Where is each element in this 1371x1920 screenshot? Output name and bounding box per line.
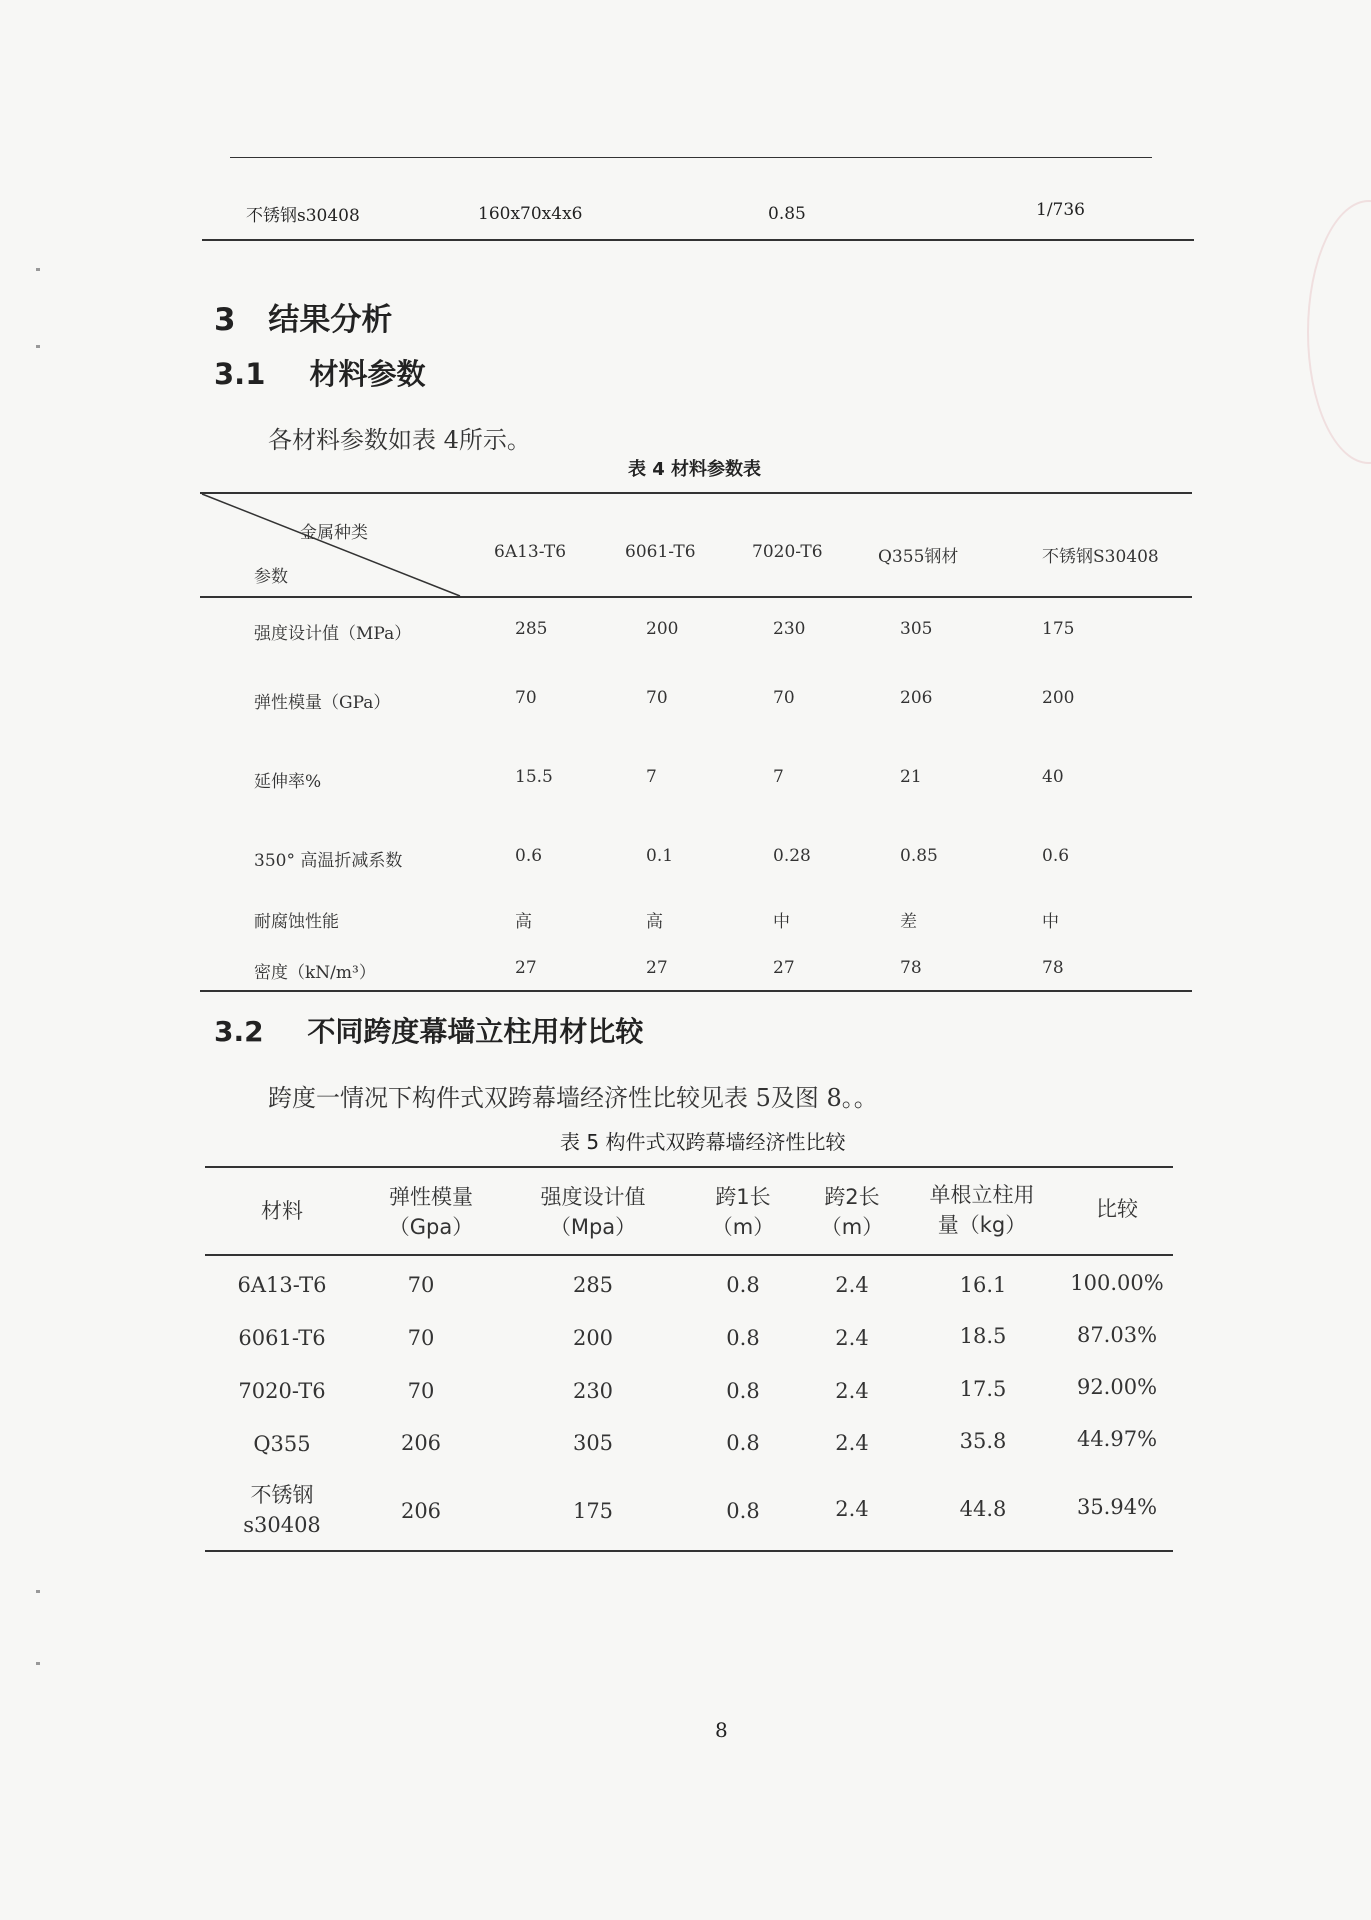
table-cell: 92.00% <box>1076 1375 1158 1399</box>
table-cell: 0.8 <box>726 1273 760 1297</box>
table-cell: 0.8 <box>726 1431 760 1455</box>
table-cell: 27 <box>646 958 668 978</box>
table-cell: 78 <box>900 958 922 978</box>
table-top-rule <box>230 157 1152 158</box>
table-cell: 7 <box>646 767 657 787</box>
row-material: 7020-T6 <box>238 1379 326 1403</box>
table-cell: 2.4 <box>835 1431 869 1455</box>
table-cell: 0.6 <box>515 846 543 866</box>
table-cell: 70 <box>407 1273 435 1297</box>
corner-column-label: 金属种类 <box>300 523 368 543</box>
table-cell: 15.5 <box>515 767 553 787</box>
table-cell: 7 <box>773 767 784 787</box>
column-header: 6061-T6 <box>625 542 696 562</box>
paragraph: 跨度一情况下构件式双跨幕墙经济性比较见表 5及图 8。。 <box>268 1084 878 1112</box>
table-cell: 175 <box>1042 619 1075 639</box>
table-cell: 87.03% <box>1076 1323 1158 1347</box>
column-header: 不锈钢S30408 <box>1042 547 1159 567</box>
subsection-heading <box>214 352 426 393</box>
table-cell: 285 <box>515 619 548 639</box>
section-title: 结果分析 <box>268 302 393 338</box>
table-cell: 44.97% <box>1076 1427 1158 1451</box>
table-cell: 0.8 <box>726 1499 760 1523</box>
table-cell: 35.94% <box>1076 1495 1158 1519</box>
table-cell: 305 <box>572 1431 614 1455</box>
column-header: 材料 <box>261 1199 303 1223</box>
table-cell: 16.1 <box>959 1273 1007 1297</box>
column-header: 单根立柱用 量（kg） <box>929 1183 1035 1237</box>
table-cell: 0.85 <box>900 846 938 866</box>
table-cell: 285 <box>572 1273 614 1297</box>
scan-speck <box>36 345 40 348</box>
column-header: 强度设计值 （Mpa） <box>540 1185 646 1239</box>
row-material: 6A13-T6 <box>237 1273 327 1297</box>
table-cell: 2.4 <box>835 1497 869 1521</box>
table-cell: 2.4 <box>835 1379 869 1403</box>
column-header: 7020-T6 <box>752 542 823 562</box>
table-cell: 0.28 <box>773 846 811 866</box>
column-header: Q355钢材 <box>878 547 959 567</box>
table-cell: 230 <box>773 619 806 639</box>
column-header: 弹性模量 （Gpa） <box>388 1185 474 1239</box>
table-cell: 2.4 <box>835 1273 869 1297</box>
header-rule <box>200 596 1192 598</box>
table-cell: 200 <box>646 619 679 639</box>
table-cell: 200 <box>572 1326 614 1350</box>
subsection-title: 材料参数 <box>309 357 426 391</box>
table-cell: 206 <box>400 1499 442 1523</box>
table-cell: 40 <box>1042 767 1064 787</box>
column-header: 6A13-T6 <box>494 542 567 562</box>
table-cell: 中 <box>773 912 790 932</box>
table-cell: 高 <box>515 912 532 932</box>
table-caption: 表 4 材料参数表 <box>628 459 762 480</box>
table-cell: 中 <box>1042 912 1059 932</box>
row-label: 强度设计值（MPa） <box>254 624 412 644</box>
table-cell: 27 <box>773 958 795 978</box>
corner-row-label: 参数 <box>254 567 288 587</box>
table-cell: 高 <box>646 912 663 932</box>
table-cell: 44.8 <box>959 1497 1007 1521</box>
row-label: 延伸率% <box>254 772 322 792</box>
table-bottom-rule <box>200 990 1192 992</box>
table-bottom-rule <box>202 239 1194 241</box>
table-cell: 78 <box>1042 958 1064 978</box>
paragraph: 各材料参数如表 4所示。 <box>268 426 531 454</box>
column-header: 跨2长 （m） <box>820 1185 884 1239</box>
row-label: 耐腐蚀性能 <box>254 912 339 932</box>
table-bottom-rule <box>205 1550 1173 1552</box>
table-cell: 70 <box>407 1379 435 1403</box>
row-material: 不锈钢 s30408 <box>243 1483 321 1537</box>
column-header: 比较 <box>1096 1197 1138 1221</box>
section-number: 3 <box>214 302 236 338</box>
scan-speck <box>36 268 40 271</box>
table-cell: 70 <box>407 1326 435 1350</box>
table-cell: 70 <box>515 688 537 708</box>
diagonal-header-line <box>200 492 462 598</box>
table-cell: 206 <box>400 1431 442 1455</box>
table-cell: 305 <box>900 619 933 639</box>
continuation-section: 160x70x4x6 <box>478 204 583 224</box>
table-caption: 表 5 构件式双跨幕墙经济性比较 <box>560 1130 846 1154</box>
row-material: 6061-T6 <box>238 1326 326 1350</box>
table-cell: 175 <box>572 1499 614 1523</box>
table-top-rule <box>205 1166 1173 1168</box>
table-cell: 35.8 <box>959 1429 1007 1453</box>
table-cell: 27 <box>515 958 537 978</box>
row-label: 350° 高温折减系数 <box>254 851 403 871</box>
subsection-number: 3.1 <box>214 357 266 391</box>
row-material: Q355 <box>253 1432 311 1456</box>
table-cell: 17.5 <box>959 1377 1007 1401</box>
scan-speck <box>36 1590 40 1593</box>
table-cell: 200 <box>1042 688 1075 708</box>
table-cell: 70 <box>773 688 795 708</box>
table-cell: 206 <box>900 688 933 708</box>
section-heading <box>214 294 392 339</box>
row-label: 弹性模量（GPa） <box>254 693 391 713</box>
table-cell: 0.8 <box>726 1379 760 1403</box>
table-cell: 差 <box>900 912 917 932</box>
table-cell: 70 <box>646 688 668 708</box>
scan-speck <box>36 1662 40 1665</box>
subsection-heading <box>214 1010 643 1050</box>
table-cell: 2.4 <box>835 1326 869 1350</box>
table-cell: 21 <box>900 767 922 787</box>
continuation-deflection: 1/736 <box>1036 200 1085 220</box>
table-cell: 0.1 <box>646 846 674 866</box>
continuation-material: 不锈钢s30408 <box>246 206 360 226</box>
page-number: 8 <box>715 1718 728 1742</box>
stamp-mark <box>1307 200 1371 464</box>
table-cell: 0.8 <box>726 1326 760 1350</box>
column-header: 跨1长 （m） <box>711 1185 775 1239</box>
table-cell: 0.6 <box>1042 846 1070 866</box>
row-label: 密度（kN/m³） <box>254 963 376 983</box>
table-cell: 18.5 <box>959 1324 1007 1348</box>
subsection-number: 3.2 <box>214 1015 264 1048</box>
table-cell: 230 <box>572 1379 614 1403</box>
header-rule <box>205 1254 1173 1256</box>
continuation-ratio: 0.85 <box>768 204 806 224</box>
subsection-title: 不同跨度幕墙立柱用材比较 <box>307 1015 644 1048</box>
table-cell: 100.00% <box>1070 1271 1164 1295</box>
